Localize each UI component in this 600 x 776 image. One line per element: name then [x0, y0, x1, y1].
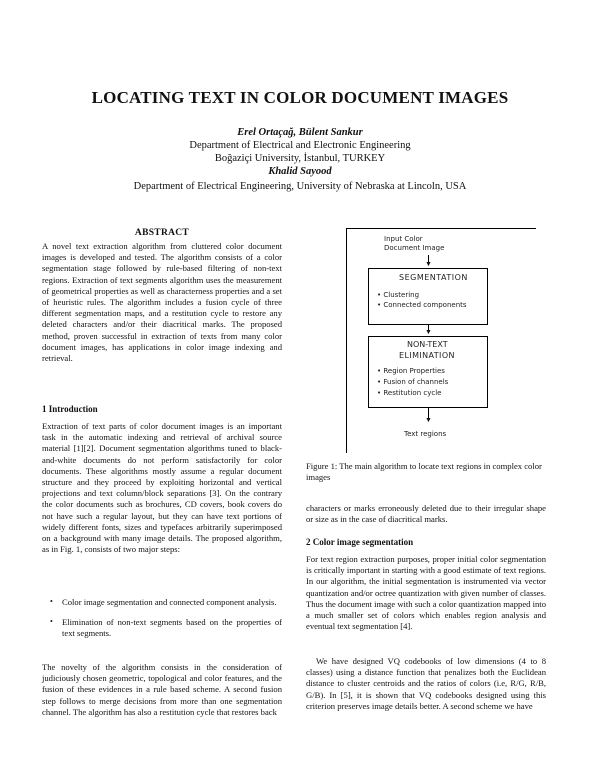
section-1-para-1: Extraction of text parts of color document images is an important task in the automatic indexing and retrieval of archival source material [1][2]. Document segmentation algorithms tuned to black-and-white documents do not perform satisfactorily for color documents. These algorithms mostly assume a regular document structure and they proceed by exploiting horizontal and vertical projections and text column/block separations [3]. On the contrary the color documents such as brochures, CD covers, book covers do not have such a regular layout, but they can have text portions of widely different fonts, sizes and typefaces arbitrarily superimposed on a background with many image details. The proposed algorithm, as in Fig. 1, consists of two major steps:: [42, 421, 282, 555]
elimination-item-label: Restitution cycle: [383, 389, 442, 397]
elimination-item-label: Fusion of channels: [383, 378, 449, 386]
author-names-1: Erel Ortaçağ, Bülent Sankur: [237, 127, 363, 138]
section-1-para-2: The novelty of the algorithm consists in the consideration of judiciously chosen geometric, topological and color features, and the fusion of these evidences in a rule based scheme. A second fusion step follows to merge decisions from more than one segmentation channel. The algorithm has also a restitution cycle that restores back: [42, 662, 282, 717]
elimination-item: • Restitution cycle: [377, 389, 442, 397]
elimination-title-2: ELIMINATION: [399, 351, 455, 360]
arrow-down-icon: ▼: [425, 328, 432, 336]
section-2-heading: 2 Color image segmentation: [306, 537, 414, 547]
elimination-title-1: NON-TEXT: [407, 340, 448, 349]
figure-1: [306, 228, 546, 453]
figure-1-caption: Figure 1: The main algorithm to locate text regions in complex color images: [306, 461, 542, 483]
affiliation-3: Department of Electrical Engineering, University of Nebraska at Lincoln, USA: [133, 181, 467, 192]
segmentation-item-label: Clustering: [383, 291, 420, 299]
segmentation-item: • Connected components: [377, 301, 467, 309]
section-1-heading: 1 Introduction: [42, 404, 98, 414]
paper-title: LOCATING TEXT IN COLOR DOCUMENT IMAGES: [91, 88, 509, 107]
affiliation-2: Boğaziçi University, İstanbul, TURKEY: [214, 153, 386, 164]
abstract-heading: ABSTRACT: [134, 228, 190, 238]
bullet-text: Color image segmentation and connected component analysis.: [62, 597, 277, 607]
figure-border-left: [346, 228, 347, 453]
affiliation-1: Department of Electrical and Electronic Engineering: [189, 140, 411, 151]
list-item: [48, 617, 282, 639]
right-continuation: characters or marks erroneously deleted due to their irregular shape or size as in the case of diacritical marks.: [306, 503, 546, 525]
figure-input-label-2: Document Image: [384, 244, 445, 252]
section-2-para-1: For text region extraction purposes, proper initial color segmentation is critically important in starting with a good estimate of text regions. In our algorithm, the initial segmentation is instrumented via vector quantization and/or octree quantization with given number of classes. Thus the document image with such a color quantization mapped into a much smaller set of colors which enables region analysis and eventual text segmentation [4].: [306, 554, 546, 632]
segmentation-title: SEGMENTATION: [399, 273, 468, 282]
bullet-icon: •: [50, 597, 53, 606]
elimination-item: • Region Properties: [377, 367, 445, 375]
bullet-list: [48, 597, 282, 640]
figure-output-label: Text regions: [404, 430, 447, 438]
bullet-icon: •: [50, 617, 53, 627]
non-text-elimination-box: [368, 336, 488, 408]
elimination-item-label: Region Properties: [383, 367, 445, 375]
abstract-body: A novel text extraction algorithm from cluttered color document images is developed and tested. The algorithm consists of a color segmentation stage followed by rule-based filtering of non-text regions. Extraction of text segments algorithm uses the measurement of geometrical properties as well as characterness properties and a set of heuristic rules. The algorithm includes a fusion cycle of three different segmentation maps, and a restitution cycle to restore any deleted characters and/or their diacritical marks. The proposed method, proven successful in extraction of texts from many color document images, has applications in color image indexing and retrieval.: [42, 241, 282, 364]
author-names-2: Khalid Sayood: [268, 166, 332, 177]
segmentation-item-label: Connected components: [383, 301, 467, 309]
arrow-down-icon: ▼: [425, 260, 432, 268]
segmentation-item: • Clustering: [377, 291, 420, 299]
arrow-down-icon: ▼: [425, 416, 432, 424]
segmentation-box: [368, 268, 488, 325]
figure-border-top: [346, 228, 536, 229]
bullet-text: Elimination of non-text segments based on the properties of text segments.: [62, 617, 282, 639]
elimination-item: • Fusion of channels: [377, 378, 449, 386]
list-item: [48, 597, 282, 608]
figure-input-label-1: Input Color: [384, 235, 423, 243]
section-2-para-2: We have designed VQ codebooks of low dimensions (4 to 8 classes) using a distance function that penalizes both the Euclidean distance to cluster centroids and the ratios of colors (i.e, R/G, R/B, G/B). In [5], it is shown that VQ codebooks designed using this criterion preserves image details better. A second scheme we have: [306, 656, 546, 711]
